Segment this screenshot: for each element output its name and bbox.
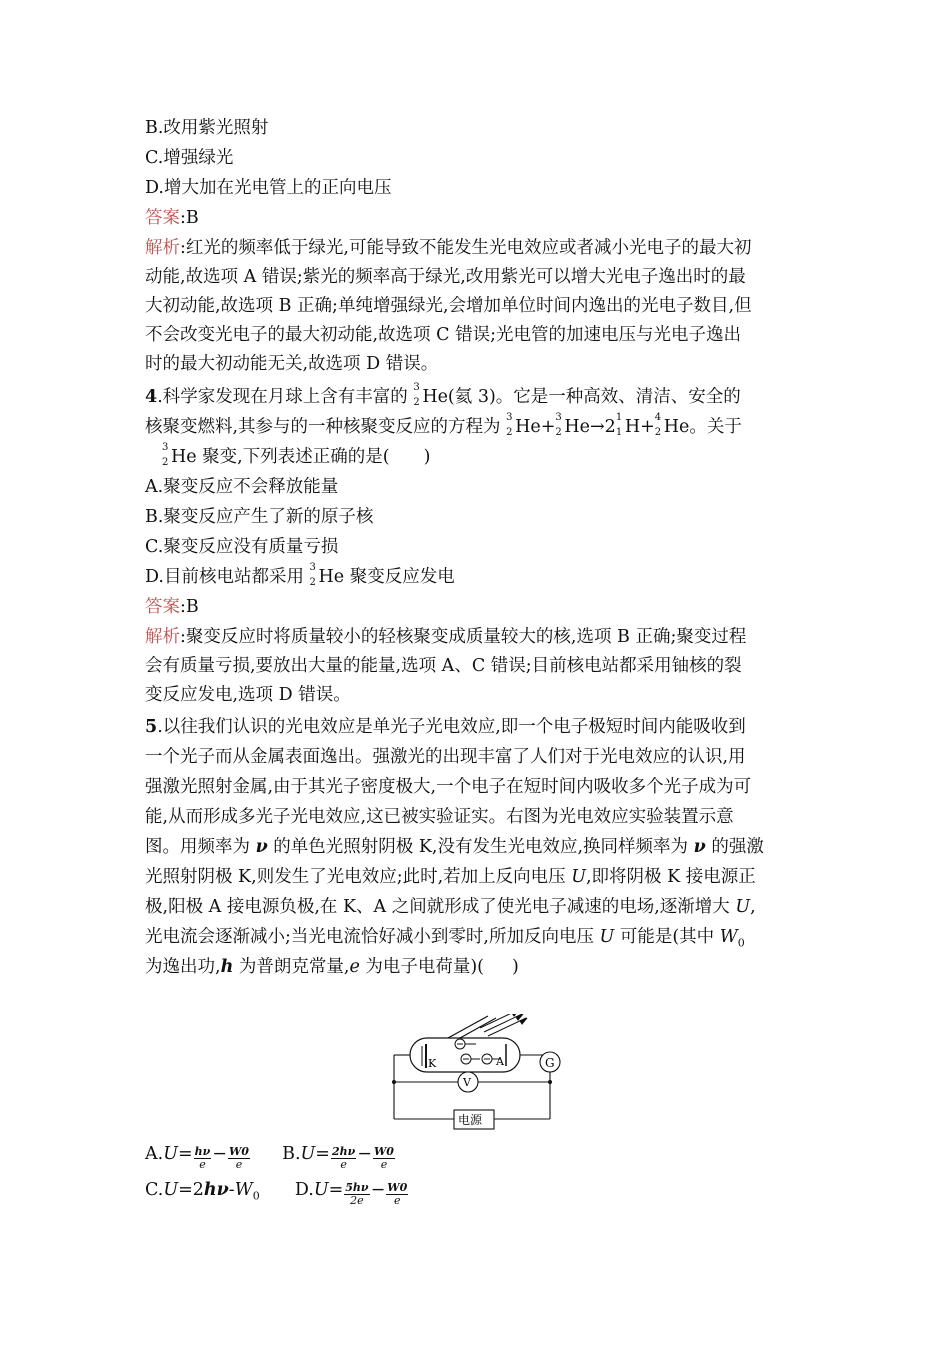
label-power: 电源 — [458, 1113, 483, 1127]
q5-stem-line: 5.以往我们认识的光电效应是单光子光电效应,即一个电子极短时间内能吸收到 — [145, 717, 746, 737]
isotope-he3: 3 2 — [413, 382, 420, 408]
light-window — [448, 1016, 496, 1038]
analysis-label: 解析 — [145, 238, 180, 258]
q4-analysis-line: 会有质量亏损,要放出大量的能量,选项 A、C 错误;目前核电站都采用铀核的裂 — [145, 656, 742, 676]
answer-value: :B — [180, 597, 199, 617]
q3-analysis-line: 时的最大初动能无关,故选项 D 错误。 — [145, 354, 439, 374]
q5-option-d: D.U= $\frac{5h\nu}{2e}$ − $\frac{W0}{e}$ — [294, 1180, 408, 1207]
q4-stem-line: 4.科学家发现在月球上含有丰富的 3 2 He(氦 3)。它是一种高效、清洁、安全的 — [145, 382, 741, 408]
label-v: V — [463, 1076, 471, 1089]
q5-stem-line: 为逸出功,h 为普朗克常量,e 为电子电荷量)( ) — [145, 957, 519, 977]
question-number: 5 — [145, 717, 158, 737]
q3-option-c: C.增强绿光 — [145, 148, 234, 168]
q5-stem-line: 一个光子而从金属表面逸出。强激光的出现丰富了人们对于光电效应的认识,用 — [145, 747, 746, 767]
analysis-label: 解析 — [145, 627, 180, 647]
q4-option-c: C.聚变反应没有质量亏损 — [145, 537, 339, 557]
q3-analysis-line: 不会改变光电子的最大初动能,故选项 C 错误;光电管的加速电压与光电子逸出 — [145, 325, 741, 345]
q5-option-c: $C.U=2h\nu-W_0$ — [145, 1180, 260, 1203]
light-rays — [480, 1014, 527, 1036]
question-number: 4 — [145, 387, 158, 407]
q3-option-d: D.增大加在光电管上的正向电压 — [145, 178, 392, 198]
q3-answer — [145, 206, 199, 230]
q4-analysis-line: 解析:聚变反应时将质量较小的轻核聚变成质量较大的核,选项 B 正确;聚变过程 — [145, 627, 747, 647]
q4-analysis-line: 变反应发电,选项 D 错误。 — [145, 685, 351, 705]
q3-analysis-line: 大初动能,故选项 B 正确;单纯增强绿光,会增加单位时间内逸出的光电子数目,但 — [145, 296, 752, 316]
answer-label: 答案 — [145, 208, 180, 228]
q3-option-b: B.改用紫光照射 — [145, 118, 269, 138]
q5-stem-line: 光电流会逐渐减小;当光电流恰好减小到零时,所加反向电压 U 可能是(其中 $W_0$ — [145, 927, 745, 950]
q4-answer — [145, 595, 199, 619]
q3-analysis-line: 动能,故选项 A 错误;紫光的频率高于绿光,改用紫光可以增大光电子逸出时的最 — [145, 267, 746, 287]
photoelectric-apparatus-diagram — [388, 1014, 563, 1134]
q4-option-b: B.聚变反应产生了新的原子核 — [145, 507, 374, 527]
q5-options-row — [145, 1142, 396, 1171]
q5-stem-line: 光照射阴极 K,则发生了光电效应;此时,若加上反向电压 U,即将阴极 K 接电源正 — [145, 867, 756, 887]
q3-analysis-line: 解析:红光的频率低于绿光,可能导致不能发生光电效应或者减小光电子的最大初 — [145, 238, 752, 258]
q5-stem-line: 能,从而形成多光子光电效应,这已被实验证实。右图为光电效应实验装置示意 — [145, 807, 734, 827]
q5-options-row — [145, 1178, 409, 1209]
electrons — [455, 1039, 500, 1064]
answer-label: 答案 — [145, 597, 180, 617]
q5-stem-line: 图。用频率为 ν 的单色光照射阴极 K,没有发生光电效应,换同样频率为 ν 的强激 — [145, 837, 764, 857]
q5-option-b: B.U= $\frac{2h\nu}{e}$ − $\frac{W0}{e}$ — [282, 1144, 394, 1171]
q5-option-a: A.U= $\frac{h\nu}{e}$ − $\frac{W0}{e}$ — [145, 1144, 249, 1171]
q4-option-a: A.聚变反应不会释放能量 — [145, 477, 339, 497]
q4-stem-line: 3 2 He 聚变,下列表述正确的是( ) — [162, 442, 431, 468]
label-k: K — [428, 1057, 437, 1070]
q5-stem-line: 极,阳极 A 接电源负极,在 K、A 之间就形成了使光电子减速的电场,逐渐增大 U, — [145, 897, 756, 917]
q4-stem-line: 核聚变燃料,其参与的一种核聚变反应的方程为 3 2 He+ 3 2 He→2 1 1 H+ 4 2 He。关于 — [145, 412, 742, 438]
q4-option-d: D.目前核电站都采用 3 2 He 聚变反应发电 — [145, 562, 455, 588]
answer-value: :B — [180, 208, 199, 228]
q5-stem-line: 强激光照射金属,由于其光子密度极大,一个电子在短时间内吸收多个光子成为可 — [145, 777, 752, 797]
label-g: G — [545, 1056, 555, 1070]
label-a: A — [496, 1055, 504, 1068]
cathode-k — [422, 1044, 426, 1068]
